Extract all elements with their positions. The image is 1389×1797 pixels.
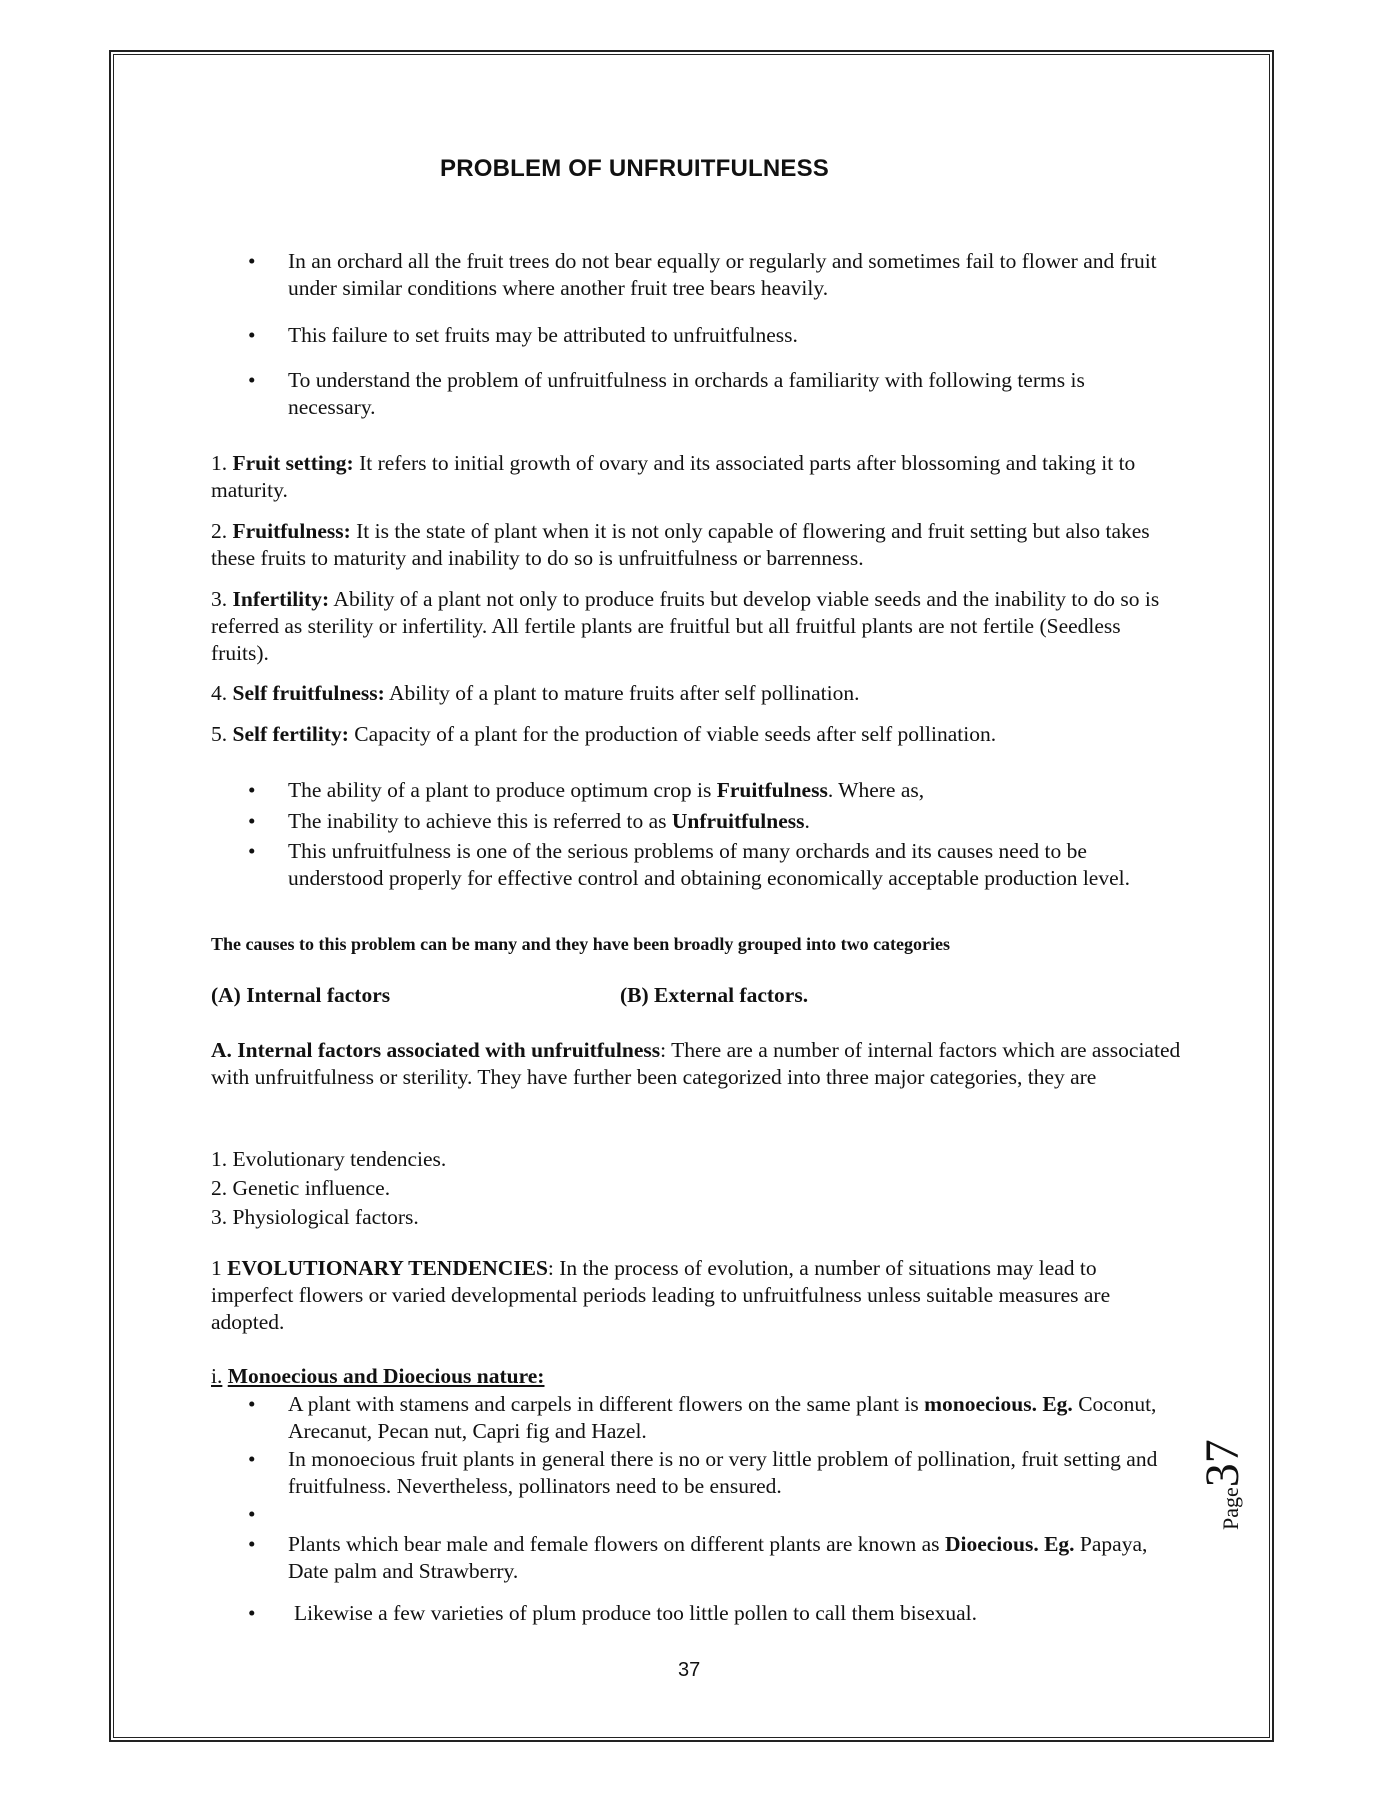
nature-bullet-2: • In monoecious fruit plants in general there is no or very little problem of pollination, fruit setting and fruitfulness. Nevertheless, pollinators need to be ensured. xyxy=(248,1447,1158,1498)
internal-factors-paragraph: A. Internal factors associated with unfruitfulness: There are a number of internal factors which are associated with unfruitfulness or sterility. They have further been categorized into three major categories, they are xyxy=(211,1038,1181,1089)
bullet-icon: • xyxy=(248,1502,256,1526)
causes-heading: The causes to this problem can be many and they have been broadly grouped into two categories xyxy=(211,934,951,954)
bullet-icon: • xyxy=(248,368,256,392)
term-fruit-setting: 1. Fruit setting: It refers to initial growth of ovary and its associated parts after blossoming and taking it to maturity. xyxy=(211,451,1136,502)
bullet-icon: • xyxy=(248,1601,256,1625)
ability-bullet-3: • This unfruitfulness is one of the serious problems of many orchards and its causes need to be understood properly for effective control and obtaining economically acceptable production level. xyxy=(248,839,1130,890)
bullet-icon: • xyxy=(248,323,256,347)
term-self-fruitfulness: 4. Self fruitfulness: Ability of a plant to mature fruits after self pollination. xyxy=(211,681,860,705)
page-side-mark: Page37 xyxy=(1196,1439,1249,1530)
categories-list xyxy=(211,1145,446,1232)
bullet-icon: • xyxy=(248,1447,256,1471)
factor-b: (B) External factors. xyxy=(620,983,809,1007)
category-item: 2. Genetic influence. xyxy=(211,1176,391,1200)
bullet-icon: • xyxy=(248,778,256,802)
ability-bullet-2: • The inability to achieve this is referred to as Unfruitfulness. xyxy=(248,809,810,833)
term-fruitfulness: 2. Fruitfulness: It is the state of plant when it is not only capable of flowering and fruit setting but also takes these fruits to maturity and inability to do so is unfruitfulness or barrenness. xyxy=(211,519,1150,570)
bullet-icon: • xyxy=(248,1532,256,1556)
category-item: 3. Physiological factors. xyxy=(211,1205,419,1229)
page-number: 37 xyxy=(678,1659,701,1681)
nature-bullet-4: • Likewise a few varieties of plum produce too little pollen to call them bisexual. xyxy=(248,1601,978,1625)
intro-bullet-3: • To understand the problem of unfruitfulness in orchards a familiarity with following terms is necessary. xyxy=(248,368,1085,419)
ability-bullet-1: • The ability of a plant to produce optimum crop is Fruitfulness. Where as, xyxy=(248,778,925,802)
evolutionary-paragraph: 1 EVOLUTIONARY TENDENCIES: In the process of evolution, a number of situations may lead to imperfect flowers or varied developmental periods leading to unfruitfulness unless suitable measures are adopted. xyxy=(211,1256,1111,1334)
intro-bullet-1: • In an orchard all the fruit trees do not bear equally or regularly and sometimes fail to flower and fruit under similar conditions where another fruit tree bears heavily. xyxy=(248,249,1157,300)
bullet-icon: • xyxy=(248,249,256,273)
bullet-icon: • xyxy=(248,839,256,863)
factor-a: (A) Internal factors xyxy=(211,983,391,1007)
page-title: PROBLEM OF UNFRUITFULNESS xyxy=(440,155,829,182)
intro-bullet-2: • This failure to set fruits may be attributed to unfruitfulness. xyxy=(248,323,798,347)
bullet-icon: • xyxy=(248,809,256,833)
nature-bullet-3: • Plants which bear male and female flowers on different plants are known as Dioecious. Eg. Papaya, Date palm and Strawberry. xyxy=(248,1532,1148,1583)
nature-bullet-1: • A plant with stamens and carpels in different flowers on the same plant is monoecious. Eg. Coconut, Arecanut, Pecan nut, Capri fig and Hazel. xyxy=(248,1392,1157,1443)
term-infertility: 3. Infertility: Ability of a plant not only to produce fruits but develop viable seeds and the inability to do so is referred as sterility or infertility. All fertile plants are fruitful but all fruitful plants are not fertile (Seedless fruits). xyxy=(211,587,1160,665)
nature-subheading: i. Monoecious and Dioecious nature: xyxy=(211,1364,545,1388)
bullet-icon: • xyxy=(248,1392,256,1416)
term-self-fertility: 5. Self fertility: Capacity of a plant for the production of viable seeds after self pollination. xyxy=(211,722,997,746)
category-item: 1. Evolutionary tendencies. xyxy=(211,1147,447,1171)
